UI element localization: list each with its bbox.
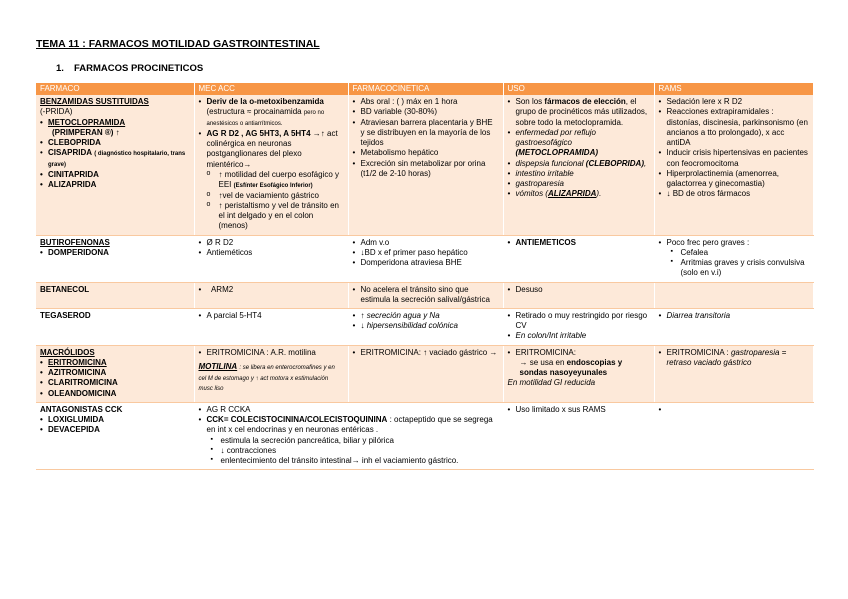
- list-item: • Inducir crisis hipertensivas en pacientes con feocromocitoma: [659, 148, 809, 168]
- list-item: • Diarrea transitoria: [659, 311, 809, 321]
- list-item: • Ø R D2: [199, 238, 344, 248]
- list-item: • A parcial 5-HT4: [199, 311, 344, 321]
- section-heading: [56, 63, 203, 74]
- list-item: o ↑ peristaltismo y vel de tránsito en el int delgado y en el colon (menos): [199, 201, 344, 232]
- list-item: • ERITROMICINA: ↑ vaciado gástrico →: [353, 348, 499, 358]
- cell-farmaco: [36, 309, 194, 346]
- cell-farmaco: [36, 402, 194, 469]
- list-item: ▪ estimula la secreción pancreática, biliar y pilórica: [199, 436, 499, 446]
- list-item: • Domperidona atraviesa BHE: [353, 258, 499, 268]
- list-item: • gastroparesia: [508, 179, 650, 189]
- cell-uso: [503, 402, 654, 469]
- header-rams: RAMS: [654, 83, 813, 95]
- cell-farmacocinetica: [348, 235, 503, 282]
- cell-mec-acc: [194, 309, 348, 346]
- list-item: o ↑vel de vaciamiento gástrico: [199, 191, 344, 201]
- list-item: • intestino irritable: [508, 169, 650, 179]
- drug-group-name: MACRÓLIDOS: [40, 347, 95, 357]
- list-item: • ALIZAPRIDA: [40, 180, 190, 190]
- list-item: • ERITROMICINA : gastroparesia = retraso vaciado gástrico: [659, 348, 809, 368]
- list-item: • LOXIGLUMIDA: [40, 415, 190, 425]
- list-item: • Retirado o muy restringido por riesgo CV: [508, 311, 650, 331]
- list-item: • ↓BD x ef primer paso hepático: [353, 248, 499, 258]
- list-item: • DOMPERIDONA: [40, 248, 190, 258]
- list-item: • ERITROMICINA : A.R. motilina: [199, 348, 344, 358]
- cell-mec-acc: [194, 235, 348, 282]
- list-item: • Atraviesan barrera placentaria y BHE y se distribuyen en la mayoría de los tejidos: [353, 118, 499, 149]
- list-item: • Desuso: [508, 285, 650, 295]
- cell-farmacocinetica: [348, 345, 503, 402]
- list-item: • BD variable (30-80%): [353, 107, 499, 117]
- cell-mec-acc: [194, 345, 348, 402]
- list-item: • Adm v.o: [353, 238, 499, 248]
- table-row: [36, 95, 813, 235]
- drug-group-name: ANTAGONISTAS CCK: [40, 404, 123, 414]
- list-item: • ↓ BD de otros fármacos: [659, 189, 809, 199]
- list-item: • METOCLOPRAMIDA: [40, 118, 190, 128]
- cell-farmaco: [36, 345, 194, 402]
- list-item: (PRIMPERAN ®) ↑: [52, 127, 120, 137]
- list-item: • ↑ secreción agua y Na: [353, 311, 499, 321]
- cell-uso: [503, 235, 654, 282]
- table-row: [36, 235, 813, 282]
- cell-farmaco: [36, 95, 194, 235]
- table-row: [36, 345, 813, 402]
- drug-group-name: BUTIROFENONAS: [40, 237, 110, 247]
- header-farmacocinetica: FARMACOCINETICA: [348, 83, 503, 95]
- list-item: o ↑ motilidad del cuerpo esofágico y EEI (Esfínter Esofágico Inferior): [199, 170, 344, 191]
- list-item: • Uso limitado x sus RAMS: [508, 405, 650, 415]
- table-row: [36, 402, 813, 469]
- cell-rams: [654, 345, 813, 402]
- list-item: • Hiperprolactinemia (amenorrea, galactorrea y ginecomastia): [659, 169, 809, 189]
- list-item: ▪ enlentecimiento del tránsito intestinal→ inh el vaciamiento gástrico.: [199, 456, 499, 466]
- cell-farmacocinetica: [348, 282, 503, 308]
- list-item: • OLEANDOMICINA: [40, 389, 190, 399]
- motilina-note: MOTILINA : se libera en enterocromafines y en cel M de estomago y ↑ act motora x estimulación musc liso: [198, 361, 335, 393]
- list-item: • Antieméticos: [199, 248, 344, 258]
- cell-farmacocinetica: [348, 309, 503, 346]
- list-item: • Abs oral : ( ) máx en 1 hora: [353, 97, 499, 107]
- cell-uso: [503, 345, 654, 402]
- list-item: • CLEBOPRIDA: [40, 138, 190, 148]
- list-item: • enfermedad por reflujo gastroesofágico (METOCLOPRAMIDA): [508, 128, 650, 159]
- cell-uso: [503, 309, 654, 346]
- list-item: ▪ ↓ contracciones: [199, 446, 499, 456]
- list-item: • ERITROMICINA: [40, 358, 190, 368]
- cell-rams: [654, 309, 813, 346]
- section-number: 1.: [56, 63, 64, 74]
- list-item: [659, 405, 809, 415]
- cell-farmacocinetica: [348, 95, 503, 235]
- drug-group-name: TEGASEROD: [40, 311, 91, 320]
- list-item: • CLARITROMICINA: [40, 378, 190, 388]
- list-item: • CCK= COLECISTOCININA/COLECISTOQUININA : octapeptido que se segrega en int x cel endocrinas y en neuronas entéricas .: [199, 415, 499, 435]
- list-item: • Excreción sin metabolizar por orina (t1/2 de 2-10 horas): [353, 159, 499, 179]
- cell-mec-acc: [194, 95, 348, 235]
- table-header-row: [36, 83, 813, 95]
- cell-uso: [503, 95, 654, 235]
- list-item: • vómitos (ALIZAPRIDA).: [508, 189, 650, 199]
- cell-rams: [654, 95, 813, 235]
- section-label: FARMACOS PROCINETICOS: [73, 63, 204, 74]
- table-row: [36, 309, 813, 346]
- list-item: • CINITAPRIDA: [40, 170, 190, 180]
- header-mec-acc: MEC ACC: [194, 83, 348, 95]
- list-item: • AZITROMICINA: [40, 368, 190, 378]
- list-item: • Sedación lere x R D2: [659, 97, 809, 107]
- cell-farmaco: [36, 235, 194, 282]
- list-item: • ARM2: [199, 285, 344, 295]
- list-item: • Reacciones extrapiramidales : distonías, discinesia, parkinsonismo (en ancianos a tto prolongado), x acc antiDA: [659, 107, 809, 148]
- cell-farmaco: [36, 282, 194, 308]
- list-item: • Poco frec pero graves :: [659, 238, 809, 248]
- cell-rams: [654, 282, 813, 308]
- list-item: • AG R CCKA: [199, 405, 499, 415]
- list-item: ▪ Cefalea: [659, 248, 809, 258]
- list-item: • dispepsia funcional (CLEBOPRIDA),: [508, 159, 650, 169]
- list-item: • CISAPRIDA ( diagnóstico hospitalario, trans grave): [40, 148, 190, 169]
- list-item: • ERITROMICINA:: [508, 348, 650, 358]
- cell-mec-acc: [194, 402, 503, 469]
- drug-table: [36, 83, 814, 470]
- uso-detail: → se usa en endoscopias y sondas nasoyeyunales: [519, 357, 623, 378]
- cell-rams: [654, 402, 813, 469]
- list-item: • Deriv de la o-metoxibenzamida (estructura ≈ procainamida pero no anestésicos o antiarrítmicos.: [199, 97, 344, 129]
- cell-mec-acc: [194, 282, 348, 308]
- list-item: • Son los fármacos de elección, el grupo de procinéticos más utilizados, sobre todo la metoclopramida.: [508, 97, 650, 128]
- drug-group-suffix: (-PRIDA): [40, 107, 73, 117]
- drug-group-name: BENZAMIDAS SUSTITUIDAS: [40, 97, 149, 107]
- drug-group-name: BETANECOL: [40, 284, 90, 294]
- list-item: • No acelera el tránsito sino que estimula la secreción salival/gástrica: [353, 285, 499, 305]
- list-item: • En colon/Int irritable: [508, 331, 650, 341]
- uso-detail: En motilidad GI reducida: [507, 378, 596, 388]
- cell-rams: [654, 235, 813, 282]
- list-item: • Metabolismo hepático: [353, 148, 499, 158]
- list-item: • ANTIEMETICOS: [508, 238, 650, 248]
- list-item: ▪ Arritmias graves y crisis convulsiva (solo en v.i): [659, 258, 809, 278]
- header-uso: USO: [503, 83, 654, 95]
- page-title: TEMA 11 : FARMACOS MOTILIDAD GASTROINTESTINAL: [36, 38, 320, 50]
- list-item: • ↓ hipersensibilidad colónica: [353, 321, 499, 331]
- table-row: [36, 282, 813, 308]
- header-farmaco: FARMACO: [36, 83, 194, 95]
- list-item: • DEVACEPIDA: [40, 425, 190, 435]
- cell-uso: [503, 282, 654, 308]
- list-item: • AG R D2 , AG 5HT3, A 5HT4 →↑ act colinérgica en neuronas postganglionares del plexo mientérico→: [199, 129, 344, 170]
